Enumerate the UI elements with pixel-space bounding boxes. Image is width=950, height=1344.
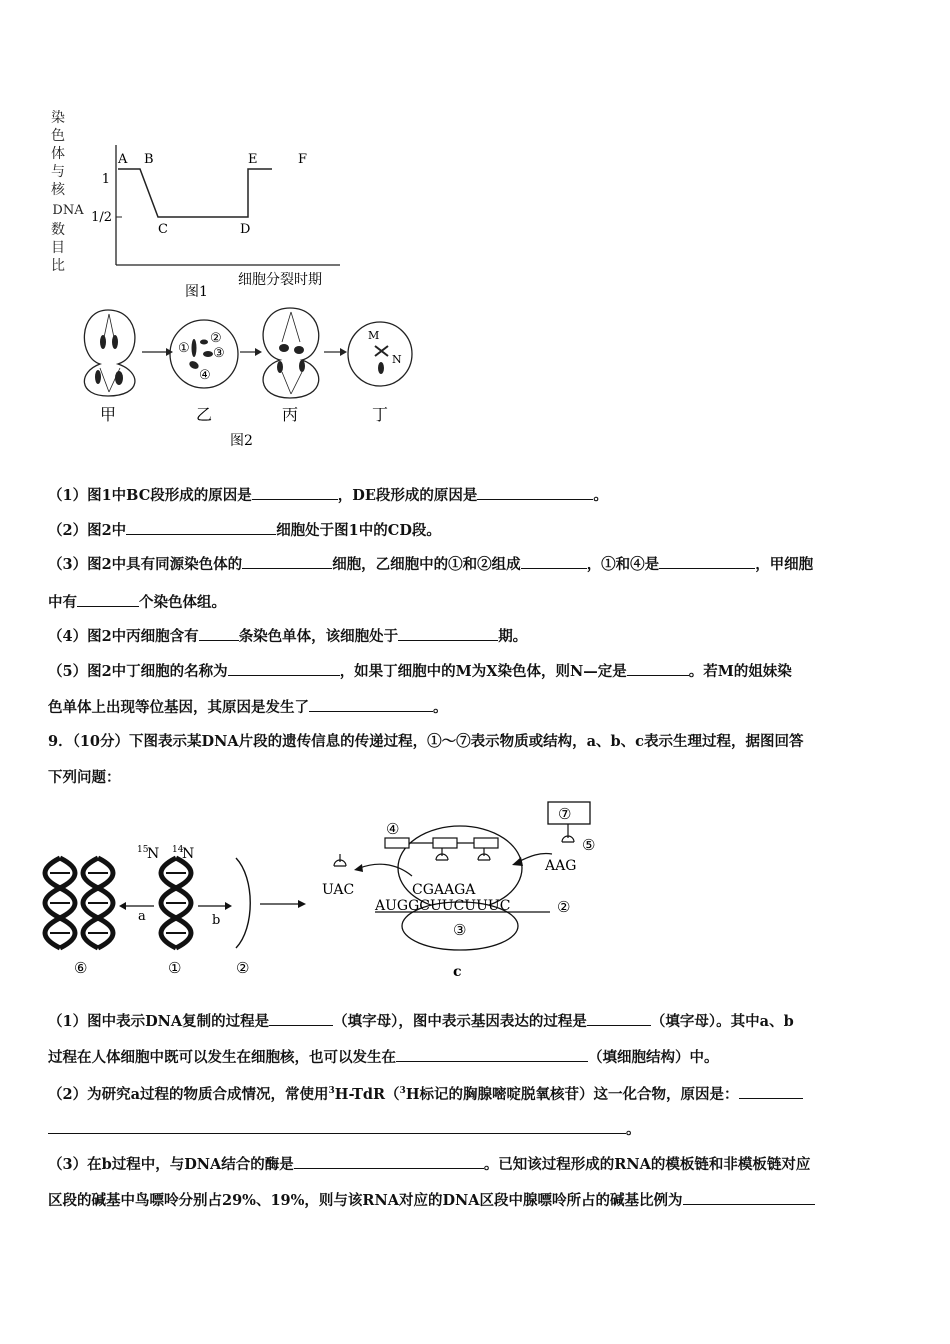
text: 区段的碱基中鸟嘌呤分别占29%、19%，则与该RNA对应的DNA区段中腺嘌呤所占的碱基比例为 xyxy=(48,1192,683,1209)
cell-jia-chromosomes xyxy=(95,335,123,385)
answer-blank[interactable] xyxy=(396,1048,588,1062)
text: 条染色单体，该细胞处于 xyxy=(238,628,399,645)
text: （3）在b过程中，与DNA结合的酶是 xyxy=(48,1156,294,1173)
answer-blank[interactable] xyxy=(398,627,498,641)
text: 。 xyxy=(626,1121,641,1138)
point-label-E: E xyxy=(248,152,258,167)
text: （4）图2中丙细胞含有 xyxy=(48,628,199,645)
mark: M xyxy=(368,329,380,342)
x-axis-label: 细胞分裂时期 xyxy=(238,272,322,288)
cell-bing-chromosomes xyxy=(277,344,305,373)
q8-part3-cont xyxy=(48,593,908,611)
answer-blank[interactable] xyxy=(252,486,338,500)
text: （填字母）。其中a、b xyxy=(650,1013,794,1030)
arrow-head xyxy=(354,864,363,872)
mark-5: ⑤ xyxy=(582,836,596,854)
cell-label-ding: 丁 xyxy=(371,405,389,424)
point-label-C: C xyxy=(158,222,168,237)
answer-blank[interactable] xyxy=(683,1191,815,1205)
mrna-strand xyxy=(236,858,250,948)
process-c: c xyxy=(453,964,462,980)
figure-2-diagram xyxy=(70,302,430,452)
arrow-head xyxy=(255,348,262,356)
answer-blank[interactable] xyxy=(309,698,433,712)
nitrogen-15: N xyxy=(147,846,160,862)
text: 个染色体组。 xyxy=(139,594,226,611)
arrow-head xyxy=(298,900,306,908)
text: （2）图2中 xyxy=(48,522,127,539)
y-label-char: 目 xyxy=(51,240,65,256)
text: （1）图中表示DNA复制的过程是 xyxy=(48,1013,270,1030)
mark-4: ④ xyxy=(386,820,400,838)
text: （5）图2中丁细胞的名称为 xyxy=(48,663,228,680)
text: 下列问题： xyxy=(48,769,121,786)
y-label-char: 体 xyxy=(51,146,65,162)
codon-uac: UAC xyxy=(322,882,355,898)
codon-aag: AAG xyxy=(545,858,577,874)
arrow-head xyxy=(340,348,347,356)
process-a: a xyxy=(138,909,146,924)
q8-part4 xyxy=(48,627,908,645)
q9-part1-cont xyxy=(48,1048,908,1066)
text: 细胞处于图1中的CD段。 xyxy=(276,522,441,539)
cell-label-jia: 甲 xyxy=(99,405,117,424)
arrow-head xyxy=(512,857,523,866)
answer-blank[interactable] xyxy=(477,486,593,500)
superscript: 3 xyxy=(399,1086,406,1096)
isotope-15: 15 xyxy=(137,845,149,855)
cell-ding xyxy=(348,322,412,386)
text: 过程在人体细胞中既可以发生在细胞核，也可以发生在 xyxy=(48,1049,396,1066)
figure-2 xyxy=(70,302,430,452)
mark: ④ xyxy=(199,368,211,383)
answer-blank[interactable] xyxy=(242,555,332,569)
text: （1）图1中BC段形成的原因是 xyxy=(48,487,252,504)
answer-blank[interactable] xyxy=(587,1012,651,1026)
y-label-char: DNA xyxy=(52,203,84,218)
amino-acid xyxy=(385,838,409,848)
mark-3: ③ xyxy=(453,921,467,939)
mark: ③ xyxy=(213,346,225,361)
y-tick-half: 1/2 xyxy=(91,210,112,225)
text: 。已知该过程形成的RNA的模板链和非模板链对应 xyxy=(483,1156,811,1173)
mark: ② xyxy=(210,331,222,346)
answer-blank[interactable] xyxy=(126,521,276,535)
mark-1: ① xyxy=(168,959,182,977)
text: 。若M的姐妹染 xyxy=(688,663,792,680)
mark-2-right: ② xyxy=(557,898,571,916)
y-label-char: 数 xyxy=(51,222,65,238)
nitrogen-14: N xyxy=(182,846,195,862)
text: 色单体上出现等位基因，其原因是发生了 xyxy=(48,699,309,716)
cell-label-bing: 丙 xyxy=(281,405,299,424)
y-axis-label xyxy=(51,109,84,274)
mrna-sequence: AUGGCUUCUUUC xyxy=(375,898,511,914)
text: 9．（10分）下图表示某DNA片段的遗传信息的传递过程，①～⑦表示物质或结构，a、b、c表示生理过程，据图回答 xyxy=(48,733,804,750)
mark-7: ⑦ xyxy=(558,805,572,823)
dna-helix-6a xyxy=(45,858,75,948)
point-label-F: F xyxy=(298,152,308,167)
arrow-exit xyxy=(360,864,412,876)
answer-blank[interactable] xyxy=(294,1155,484,1169)
answer-blank[interactable] xyxy=(269,1012,333,1026)
point-label-D: D xyxy=(240,222,251,237)
figure-1-chart xyxy=(40,100,400,305)
cell-bing xyxy=(263,308,319,398)
y-label-char: 染 xyxy=(51,110,65,126)
cell-yi xyxy=(170,320,238,388)
process-b: b xyxy=(212,913,221,928)
figure-3-diagram xyxy=(40,798,620,988)
mark: ① xyxy=(178,341,190,356)
text: H标记的胸腺嘧啶脱氧核苷）这一化合物，原因是： xyxy=(405,1085,739,1103)
answer-blank[interactable] xyxy=(48,1120,626,1134)
q9-part3-cont xyxy=(48,1191,908,1209)
y-tick-1: 1 xyxy=(101,172,110,187)
q8-part5 xyxy=(48,662,908,680)
y-label-char: 与 xyxy=(51,164,65,180)
cell-jia xyxy=(84,310,135,396)
isotope-14: 14 xyxy=(172,845,184,855)
answer-blank[interactable] xyxy=(228,662,340,676)
mark: N xyxy=(392,353,402,366)
arrow-head xyxy=(119,902,126,910)
text: （3）图2中具有同源染色体的 xyxy=(48,556,243,573)
q9-part2-cont xyxy=(48,1120,908,1138)
y-label-char: 比 xyxy=(51,258,65,274)
text: 中有 xyxy=(48,594,77,611)
q8-part1 xyxy=(48,486,908,504)
figure-3 xyxy=(40,798,620,988)
ratio-line xyxy=(118,169,272,217)
text: （填细胞结构）中。 xyxy=(588,1049,719,1066)
point-label-A: A xyxy=(118,152,128,167)
trna-group xyxy=(436,848,490,860)
answer-blank[interactable] xyxy=(739,1085,803,1099)
superscript: 3 xyxy=(328,1086,335,1096)
point-label-B: B xyxy=(144,152,154,167)
trna-leaving xyxy=(334,854,346,866)
point-labels xyxy=(117,152,307,237)
answer-blank[interactable] xyxy=(627,662,689,676)
dna-helix-6b xyxy=(83,858,113,948)
mark-6: ⑥ xyxy=(74,959,88,977)
arrow-head xyxy=(225,902,232,910)
text: ，甲细胞 xyxy=(755,556,814,573)
q8-part2 xyxy=(48,521,908,539)
text: H-TdR（ xyxy=(334,1085,400,1103)
answer-blank[interactable] xyxy=(659,555,755,569)
cell-label-yi: 乙 xyxy=(195,405,213,424)
text: ，①和④是 xyxy=(586,556,660,573)
q9-part1 xyxy=(48,1012,908,1030)
text: 细胞，乙细胞中的①和②组成 xyxy=(332,556,521,573)
text: （2）为研究a过程的物质合成情况，常使用 xyxy=(48,1085,329,1103)
dna-helix-1 xyxy=(161,858,191,948)
anticodons: CGAAGA xyxy=(412,882,476,898)
text: （填字母），图中表示基因表达的过程是 xyxy=(333,1013,587,1030)
text: ，DE段形成的原因是 xyxy=(337,487,478,504)
q9-part2 xyxy=(48,1083,908,1103)
y-label-char: 核 xyxy=(51,182,65,198)
amino-acid xyxy=(433,838,457,848)
figure-1 xyxy=(40,100,400,305)
text: 。 xyxy=(433,699,448,716)
q9-intro-cont xyxy=(48,769,908,786)
amino-acid xyxy=(474,838,498,848)
q8-part3 xyxy=(48,555,908,573)
figure-1-caption: 图1 xyxy=(185,284,208,300)
trna-incoming xyxy=(562,824,574,842)
text: 。 xyxy=(593,487,608,504)
answer-blank[interactable] xyxy=(77,593,139,607)
answer-blank[interactable] xyxy=(521,555,587,569)
y-label-char: 色 xyxy=(51,128,65,144)
q9-intro xyxy=(48,733,908,750)
text: ，如果丁细胞中的M为X染色体，则N—定是 xyxy=(339,663,627,680)
figure-2-caption: 图2 xyxy=(230,433,253,449)
q9-part3 xyxy=(48,1155,908,1173)
q8-part5-cont xyxy=(48,698,908,716)
mark-2-left: ② xyxy=(236,959,250,977)
text: 期。 xyxy=(498,628,528,645)
answer-blank[interactable] xyxy=(199,627,239,641)
